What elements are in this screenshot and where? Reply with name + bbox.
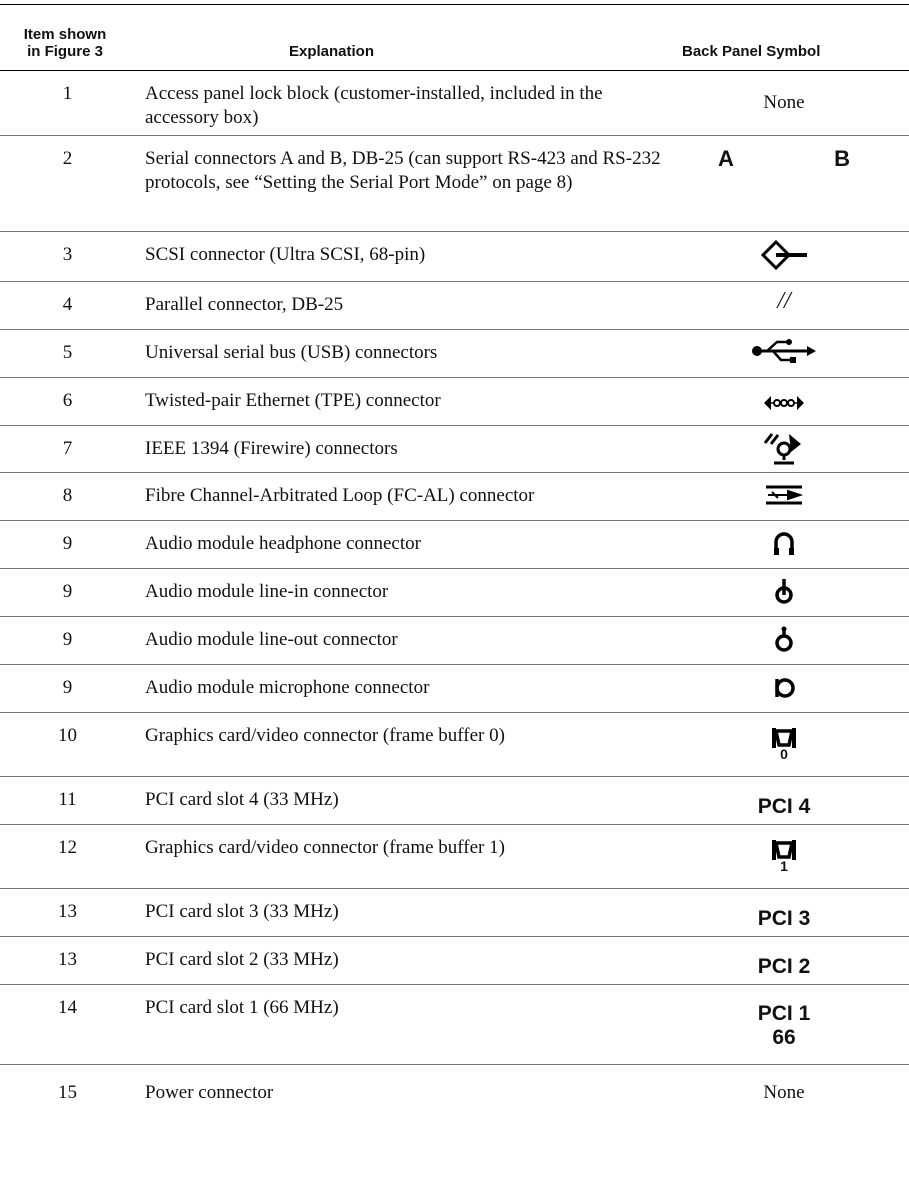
symbol-none: None [763,1082,805,1103]
table-row [0,713,909,777]
item-number: 13 [58,949,77,970]
table-row [0,136,909,232]
item-number: 10 [58,725,77,746]
item-explanation: Parallel connector, DB-25 [145,294,344,315]
table-row [0,825,909,889]
item-number: 8 [62,485,73,506]
item-number: 2 [62,148,73,169]
header-back-panel-symbol: Back Panel Symbol [682,43,821,60]
table-row [0,71,909,136]
table-row [0,569,909,617]
item-explanation: Access panel lock block (customer-installed, included in the accessory box) [145,83,603,128]
headphone-icon [773,530,795,556]
item-number: 13 [58,901,77,922]
item-number: 9 [62,581,73,602]
item-number: 12 [58,837,77,858]
pci-slot-line1: PCI 1 [757,1002,811,1025]
item-number: 3 [62,244,73,265]
pci-slot-line2: 66 [772,1026,796,1049]
line-out-icon [773,625,795,653]
table-row [0,282,909,330]
serial-b-label: B [834,146,850,171]
item-number: 11 [58,789,77,810]
table-row [0,617,909,665]
header-explanation: Explanation [289,43,375,60]
usb-icon [751,338,817,364]
firewire-icon [761,432,807,466]
table-row [0,777,909,825]
item-number: 14 [58,997,77,1018]
item-explanation: PCI card slot 1 (66 MHz) [145,997,339,1018]
line-in-icon [773,577,795,605]
frame-buffer-number: 1 [780,858,788,874]
table-row [0,985,909,1065]
table-row [0,426,909,473]
table-row [0,378,909,426]
ethernet-icon [763,394,805,412]
item-explanation: Universal serial bus (USB) connectors [145,342,438,363]
table-row [0,232,909,282]
pci-slot-label: PCI 4 [757,795,811,818]
header-item-shown [0,5,130,71]
header-item-shown-line1: Item shown [23,26,107,43]
item-number: 9 [62,629,73,650]
item-explanation: Audio module line-out connector [145,629,398,650]
fibre-channel-icon [764,483,804,507]
serial-a-label: A [718,146,734,171]
table-row [0,1065,909,1117]
item-explanation: Twisted-pair Ethernet (TPE) connector [145,390,441,411]
item-explanation: Fibre Channel-Arbitrated Loop (FC-AL) connector [145,485,535,506]
item-explanation: Power connector [145,1082,274,1103]
item-number: 15 [58,1082,77,1103]
pci-slot-label: PCI 2 [757,955,811,978]
item-explanation: Serial connectors A and B, DB-25 (can support RS-423 and RS-232 protocols, see “Setting the Serial Port Mode” on page 8) [145,148,661,193]
header-item-shown-line2: in Figure 3 [27,43,103,60]
table-row [0,473,909,521]
item-explanation: Graphics card/video connector (frame buffer 0) [145,725,505,746]
item-explanation: PCI card slot 2 (33 MHz) [145,949,339,970]
item-explanation: Audio module headphone connector [145,533,421,554]
table-row [0,937,909,985]
item-number: 9 [62,677,73,698]
parallel-symbol: // [777,288,791,314]
serial-ab-symbol [718,147,850,171]
pci-slot-label: PCI 3 [757,907,811,930]
table-header-row [0,5,909,71]
item-number: 1 [62,83,73,104]
item-number: 9 [62,533,73,554]
table-row [0,889,909,937]
symbol-none: None [763,92,805,113]
item-explanation: PCI card slot 3 (33 MHz) [145,901,339,922]
item-number: 4 [62,294,73,315]
item-explanation: IEEE 1394 (Firewire) connectors [145,438,398,459]
pci-slot-label [758,996,811,1050]
table-row [0,665,909,713]
item-explanation: SCSI connector (Ultra SCSI, 68-pin) [145,244,426,265]
item-explanation: Graphics card/video connector (frame buffer 1) [145,837,505,858]
item-number: 7 [62,438,73,459]
table-row [0,521,909,569]
microphone-icon [773,676,795,700]
frame-buffer-number: 0 [780,746,788,762]
back-panel-table [0,4,909,1117]
item-explanation: Audio module microphone connector [145,677,430,698]
item-explanation: PCI card slot 4 (33 MHz) [145,789,339,810]
table-row [0,330,909,378]
item-explanation: Audio module line-in connector [145,581,389,602]
scsi-icon [759,238,809,272]
item-number: 5 [62,342,73,363]
item-number: 6 [62,390,73,411]
